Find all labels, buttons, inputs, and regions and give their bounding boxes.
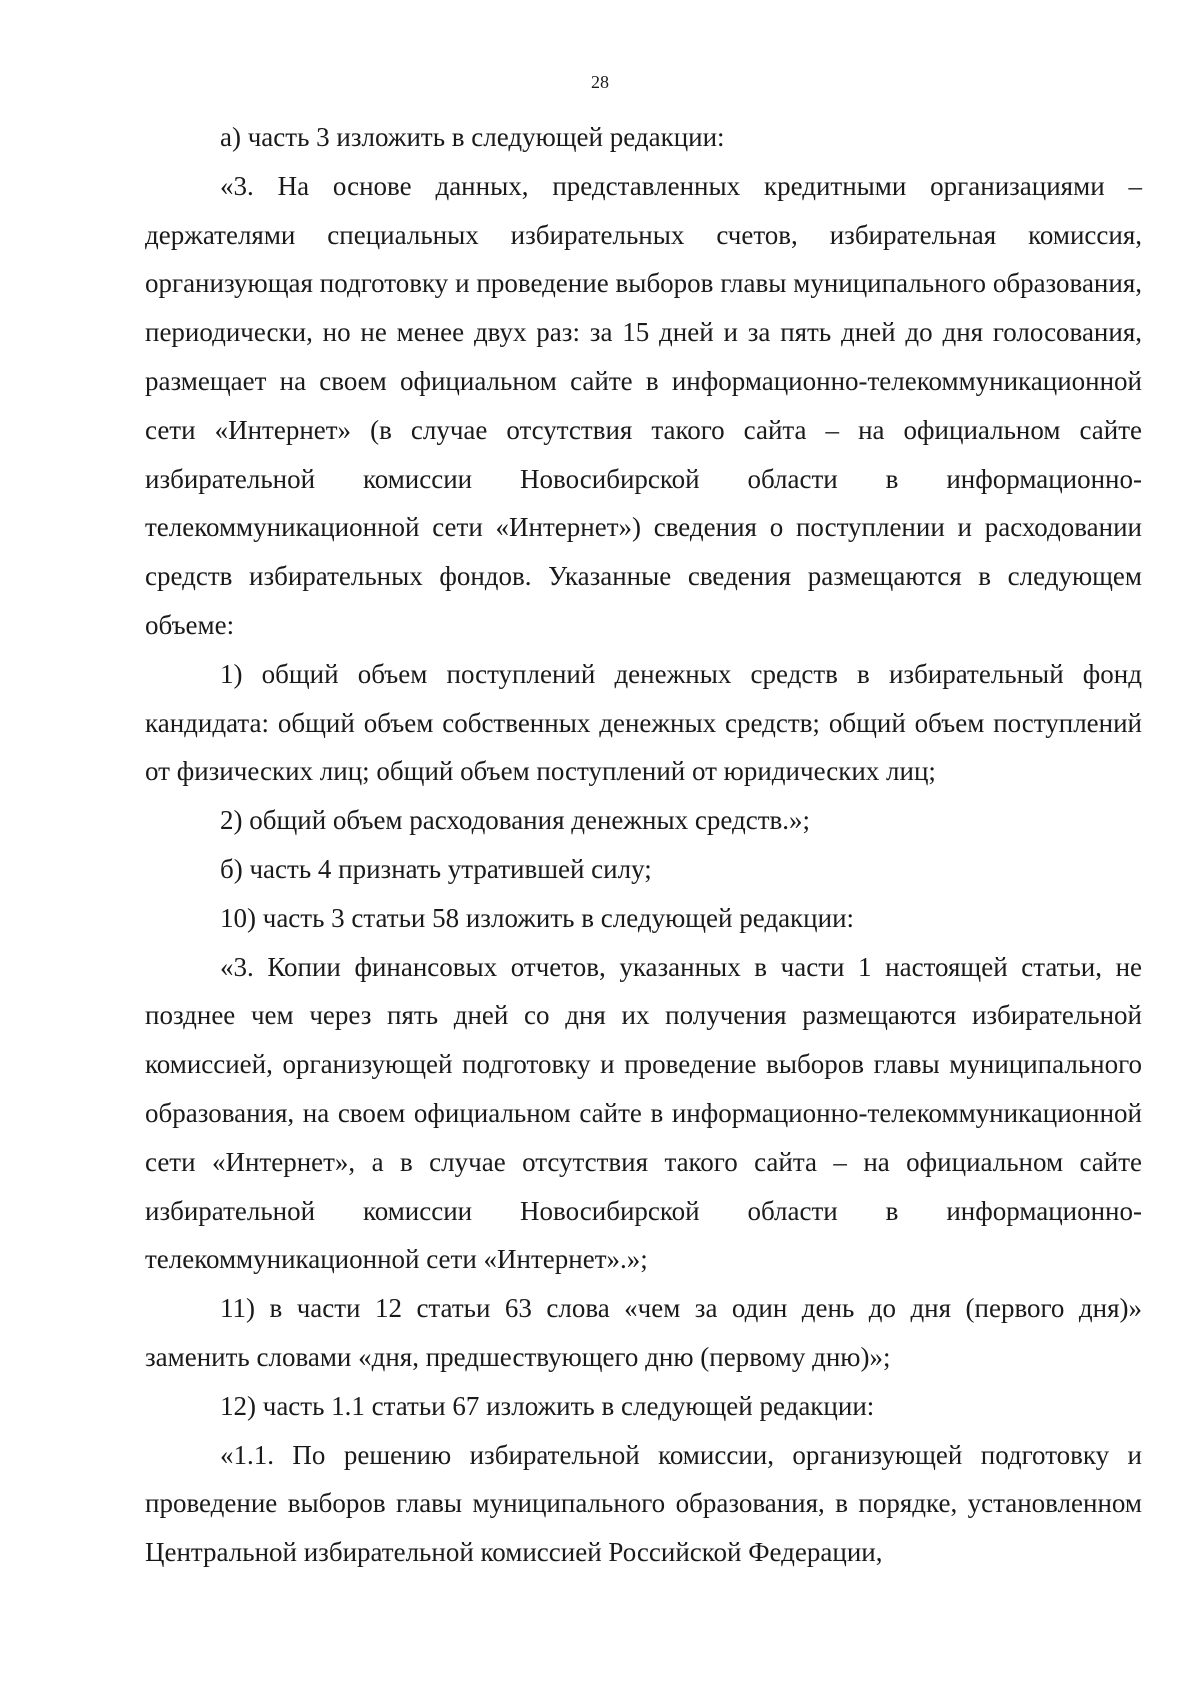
- paragraph-item-10: 10) часть 3 статьи 58 изложить в следующей редакции:: [220, 902, 855, 933]
- paragraph-a-part-3: а) часть 3 изложить в следующей редакции:: [220, 122, 725, 152]
- paragraph-article-67-part-1-1-text: «1.1. По решению избирательной комиссии, организующей подготовку и проведение выборов главы муниципального образования, в порядке, установленном Центральной избирательной комиссией Российской Федерации,: [145, 1439, 1142, 1568]
- paragraph-item-11: 11) в части 12 статьи 63 слова «чем за один день до дня (первого дня)» заменить словами «дня, предшествующего дню (первому дню)»;: [145, 1293, 1142, 1372]
- document-body: [145, 113, 1142, 1577]
- paragraph-article-58-part-3-text: «3. Копии финансовых отчетов, указанных в части 1 настоящей статьи, не позднее чем через пять дней со дня их получения размещаются избирательной комиссией, организующей подготовку и проведение выборов главы муниципального образования, на своем официальном сайте в информационно-телекоммуникационной сети «Интернет», а в случае отсутствия такого сайта – на официальном сайте избирательной комиссии Новосибирской области в информационно-телекоммуникационной сети «Интернет».»;: [145, 951, 1142, 1275]
- paragraph-item-2: 2) общий объем расходования денежных средств.»;: [220, 805, 811, 836]
- page-number: 28: [591, 72, 609, 92]
- paragraph-b-part-4: б) часть 4 признать утратившей силу;: [220, 853, 652, 884]
- paragraph-item-1: 1) общий объем поступлений денежных средств в избирательный фонд кандидата: общий объем собственных денежных средств; общий объем поступлений от физических лиц; общий объем поступлений от юридических лиц;: [145, 658, 1142, 787]
- paragraph-item-12: 12) часть 1.1 статьи 67 изложить в следующей редакции:: [220, 1390, 875, 1421]
- paragraph-part-3-text: «3. На основе данных, представленных кредитными организациями – держателями специальных избирательных счетов, избирательная комиссия, организующая подготовку и проведение выборов главы муниципального образования, периодически, но не менее двух раз: за 15 дней и за пять дней до дня голосования, размещает на своем официальном сайте в информационно-телекоммуникационной сети «Интернет» (в случае отсутствия такого сайта – на официальном сайте избирательной комиссии Новосибирской области в информационно-телекоммуникационной сети «Интернет») сведения о поступлении и расходовании средств избирательных фондов. Указанные сведения размещаются в следующем объеме:: [145, 170, 1142, 640]
